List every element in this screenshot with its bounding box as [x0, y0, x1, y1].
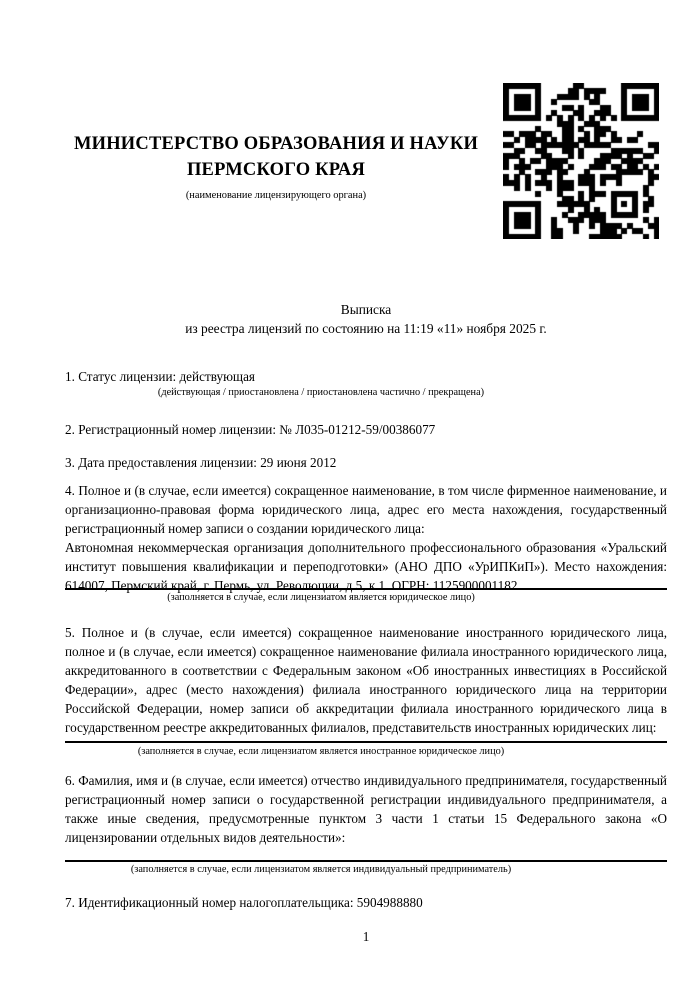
- license-status-section: [65, 367, 667, 399]
- legal-entity-value: Автономная некоммерческая организация дополнительного профессионального образования «Уральский институт повышения квалификации и переподготовки» (АНО ДПО «УрИПКиП»). Место нахождения: 614007, Пермский край, г. Пермь, ул. Революции, д.5, к.1. ОГРН: 1125900001182.: [65, 540, 667, 593]
- document-title-line1: Выписка: [340, 302, 392, 317]
- ministry-name-line1: МИНИСТЕРСТВО ОБРАЗОВАНИЯ И НАУКИ: [73, 134, 479, 154]
- page-number: 1: [362, 929, 370, 944]
- licensing-authority-header: [65, 131, 487, 202]
- entrepreneur-caption: (заполняется в случае, если лицензиатом является индивидуальный предприниматель): [130, 864, 512, 875]
- legal-entity-intro: 4. Полное и (в случае, если имеется) сокращенное наименование, в том числе фирменное наименование, и организационно-правовая форма юридического лица, адрес его места нахождения, государственный регистрационный номер записи о создании юридического лица:: [65, 483, 667, 536]
- ministry-caption: (наименование лицензирующего органа): [185, 190, 367, 201]
- foreign-entity-section: [65, 623, 667, 765]
- fill-line: [65, 741, 667, 743]
- qr-code: [503, 83, 659, 239]
- license-status-line: 1. Статус лицензии: действующая: [65, 369, 256, 384]
- taxpayer-id-line: 7. Идентификационный номер налогоплательщика: 5904988880: [65, 895, 423, 910]
- foreign-entity-caption: (заполняется в случае, если лицензиатом является иностранное юридическое лицо): [137, 746, 505, 757]
- legal-entity-caption: (заполняется в случае, если лицензиатом является юридическое лицо): [167, 592, 475, 603]
- registration-number-line: 2. Регистрационный номер лицензии: № Л035-01212-59/00386077: [65, 422, 436, 437]
- document-title: [65, 300, 667, 338]
- grant-date-line: 3. Дата предоставления лицензии: 29 июня 2012: [65, 455, 337, 470]
- status-options-caption: (действующая / приостановлена / приостановлена частично / прекращена): [157, 387, 485, 398]
- fill-line: [65, 588, 667, 590]
- legal-entity-section: [65, 481, 667, 611]
- entrepreneur-text: 6. Фамилия, имя и (в случае, если имеется) отчество индивидуального предпринимателя, государственный регистрационный номер записи о государственной регистрации индивидуального предпринимателя, а также иные сведения, предусмотренные пунктом 3 части 1 статьи 15 Федерального закона «О лицензировании отдельных видов деятельности»:: [65, 773, 667, 845]
- document-title-line2: из реестра лицензий по состоянию на 11:19 «11» ноября 2025 г.: [185, 321, 547, 336]
- foreign-entity-text: 5. Полное и (в случае, если имеется) сокращенное наименование иностранного юридического лица, полное и (в случае, если имеется) сокращенное наименование филиала иностранного юридического лица, аккредитованного в соответствии с Федеральным законом «Об иностранных инвестициях в Российской Федерации», адрес (место нахождения) филиала иностранного юридического лица на территории Российской Федерации, номер записи об аккредитации филиала иностранного юридического лица в государственном реестре аккредитованных филиалов, представительств иностранных юридических лиц:: [65, 625, 667, 735]
- fill-line: [65, 860, 667, 862]
- entrepreneur-section: [65, 771, 667, 883]
- ministry-name-line2: ПЕРМСКОГО КРАЯ: [186, 160, 366, 180]
